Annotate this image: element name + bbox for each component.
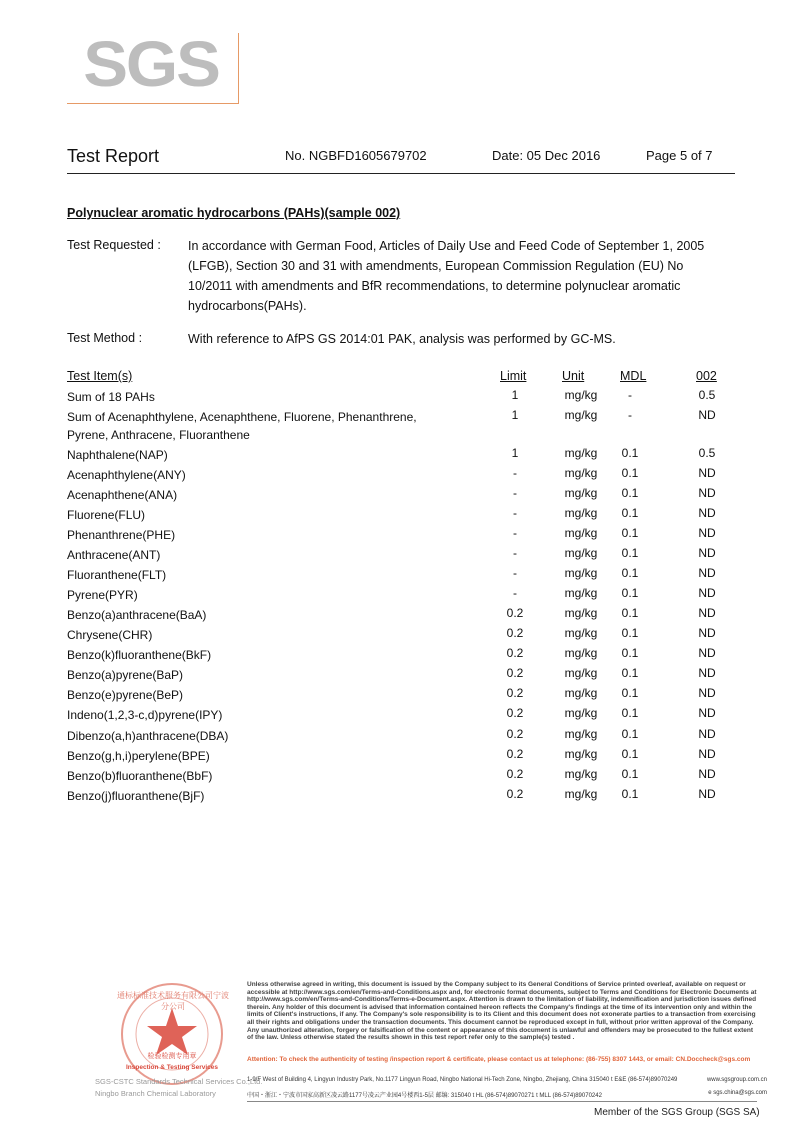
table-row xyxy=(67,506,757,526)
cell-limit: 1 xyxy=(511,446,519,460)
cell-limit: - xyxy=(513,586,517,600)
cell-unit: mg/kg xyxy=(564,566,598,580)
test-requested-label: Test Requested : xyxy=(67,238,161,252)
cell-mdl: 0.1 xyxy=(621,606,639,620)
cell-limit: 0.2 xyxy=(506,666,524,680)
item-name: Benzo(j)fluoranthene(BjF) xyxy=(67,789,205,803)
cell-mdl: 0.1 xyxy=(621,546,639,560)
cell-item xyxy=(67,646,467,664)
cell-mdl: 0.1 xyxy=(621,706,639,720)
table-row xyxy=(67,486,757,506)
cell-limit: - xyxy=(513,526,517,540)
cell-item xyxy=(67,388,467,406)
website-link[interactable]: www.sgsgroup.com.cn xyxy=(706,1077,767,1083)
cell-mdl: 0.1 xyxy=(621,646,639,660)
item-name: Benzo(a)pyrene(BaP) xyxy=(67,668,184,682)
table-row xyxy=(67,546,757,566)
cell-unit: mg/kg xyxy=(564,486,598,500)
table-row xyxy=(67,626,757,646)
cell-unit: mg/kg xyxy=(564,606,598,620)
table-row xyxy=(67,566,757,586)
cell-result: ND xyxy=(698,686,716,700)
cell-limit: 0.2 xyxy=(506,787,524,801)
cell-unit: mg/kg xyxy=(564,787,598,801)
cell-result: ND xyxy=(698,706,716,720)
cell-item xyxy=(67,606,467,624)
email-link[interactable]: e sgs.china@sgs.com xyxy=(708,1090,767,1096)
item-name: Benzo(g,h,i)perylene(BPE) xyxy=(67,749,210,763)
stamp-english: Inspection & Testing Services xyxy=(126,1064,218,1071)
table-row xyxy=(67,586,757,606)
cell-item xyxy=(67,566,467,584)
cell-item xyxy=(67,586,467,604)
cell-result: 0.5 xyxy=(698,388,716,402)
cell-item xyxy=(67,666,467,684)
footer-address-cn xyxy=(247,1090,767,1099)
item-name-continued: Pyrene, Anthracene, Fluoranthene xyxy=(67,428,250,442)
cell-result: 0.5 xyxy=(698,446,716,460)
cell-mdl: 0.1 xyxy=(621,787,639,801)
table-row xyxy=(67,727,757,747)
stamp-chinese: 通标标准技术服务有限公司宁波分公司 xyxy=(117,991,229,1011)
item-name: Sum of 18 PAHs xyxy=(67,390,155,404)
cell-item xyxy=(67,686,467,704)
item-name: Benzo(b)fluoranthene(BbF) xyxy=(67,769,213,783)
page-number: Page 5 of 7 xyxy=(646,148,713,163)
cell-item xyxy=(67,706,467,724)
logo-border-bottom xyxy=(67,103,239,104)
cell-unit: mg/kg xyxy=(564,526,598,540)
cell-result: ND xyxy=(698,586,716,600)
cell-unit: mg/kg xyxy=(564,767,598,781)
cell-mdl: 0.1 xyxy=(621,767,639,781)
cell-result: ND xyxy=(698,526,716,540)
item-name: Acenaphthylene(ANY) xyxy=(67,468,186,482)
requested-line: In accordance with German Food, Articles of Daily Use and Feed Code of September 1, 2005 xyxy=(188,239,705,253)
item-name: Phenanthrene(PHE) xyxy=(67,528,176,542)
cell-unit: mg/kg xyxy=(564,686,598,700)
cell-mdl: 0.1 xyxy=(621,626,639,640)
table-row xyxy=(67,408,757,442)
cell-result: ND xyxy=(698,646,716,660)
report-number: No. NGBFD1605679702 xyxy=(285,148,427,163)
cell-result: ND xyxy=(698,666,716,680)
header-divider xyxy=(67,173,735,174)
cell-limit: - xyxy=(513,486,517,500)
report-date: Date: 05 Dec 2016 xyxy=(492,148,601,163)
cell-unit: mg/kg xyxy=(564,727,598,741)
branch-company: SGS-CSTC Standards Technical Services Co.,Ltd. xyxy=(95,1077,263,1086)
cell-item xyxy=(67,767,467,785)
report-title: Test Report xyxy=(67,146,160,166)
table-row xyxy=(67,646,757,666)
cell-limit: 0.2 xyxy=(506,727,524,741)
item-name: Indeno(1,2,3-c,d)pyrene(IPY) xyxy=(67,708,223,722)
item-name: Naphthalene(NAP) xyxy=(67,448,168,462)
table-row xyxy=(67,388,757,408)
table-row xyxy=(67,706,757,726)
cell-unit: mg/kg xyxy=(564,408,598,422)
col-header-result: 002 xyxy=(696,369,717,383)
item-name: Benzo(k)fluoranthene(BkF) xyxy=(67,648,212,662)
cell-item xyxy=(67,408,467,444)
cell-item xyxy=(67,787,467,805)
cell-mdl: - xyxy=(628,408,632,422)
table-row xyxy=(67,686,757,706)
item-name: Fluoranthene(FLT) xyxy=(67,568,167,582)
cell-item xyxy=(67,727,467,745)
cell-limit: 1 xyxy=(511,408,519,422)
cell-limit: 0.2 xyxy=(506,686,524,700)
item-name: Fluorene(FLU) xyxy=(67,508,146,522)
cell-mdl: 0.1 xyxy=(621,566,639,580)
cell-unit: mg/kg xyxy=(564,446,598,460)
cell-unit: mg/kg xyxy=(564,506,598,520)
test-method-label: Test Method : xyxy=(67,331,143,345)
table-row xyxy=(67,666,757,686)
cell-item xyxy=(67,466,467,484)
test-method-text: With reference to AfPS GS 2014:01 PAK, analysis was performed by GC-MS. xyxy=(188,332,616,346)
col-header-limit: Limit xyxy=(500,369,527,383)
cell-unit: mg/kg xyxy=(564,747,598,761)
footer-divider xyxy=(247,1101,757,1102)
footer-attention: Attention: To check the authenticity of testing /inspection report & certificate, please contact us at telephone: (86-755) 8307 1443, or email: CN.Doccheck@sgs.com xyxy=(247,1056,751,1063)
cell-limit: - xyxy=(513,466,517,480)
cell-unit: mg/kg xyxy=(564,546,598,560)
cell-mdl: 0.1 xyxy=(621,686,639,700)
cell-mdl: 0.1 xyxy=(621,586,639,600)
item-name: Anthracene(ANT) xyxy=(67,548,161,562)
cell-limit: - xyxy=(513,546,517,560)
member-statement: Member of the SGS Group (SGS SA) xyxy=(594,1107,760,1118)
cell-limit: 1 xyxy=(511,388,519,402)
cell-mdl: 0.1 xyxy=(621,486,639,500)
item-name: Benzo(e)pyrene(BeP) xyxy=(67,688,184,702)
cell-unit: mg/kg xyxy=(564,586,598,600)
cell-unit: mg/kg xyxy=(564,646,598,660)
stamp-sub: 检验检测专用章 xyxy=(147,1053,197,1060)
address-cn-text: 中国・浙江・宁波市国家高新区凌云路1177号凌云产业园4号楼西1-5层 邮编: 315040 t HL (86-574)89070271 t MLL (86-574)89070242 xyxy=(247,1093,602,1099)
cell-item xyxy=(67,446,467,464)
col-header-mdl: MDL xyxy=(620,369,647,383)
cell-item xyxy=(67,486,467,504)
logo-border-right xyxy=(238,33,239,104)
cell-mdl: 0.1 xyxy=(621,666,639,680)
sgs-logo: SGS xyxy=(83,28,219,100)
cell-unit: mg/kg xyxy=(564,666,598,680)
cell-item xyxy=(67,546,467,564)
requested-line: 10/2011 with amendments and BfR recommendations, to determine polynuclear aromatic xyxy=(188,279,681,293)
col-header-unit: Unit xyxy=(562,369,585,383)
cell-result: ND xyxy=(698,767,716,781)
branch-lab: Ningbo Branch Chemical Laboratory xyxy=(95,1089,216,1098)
cell-result: ND xyxy=(698,747,716,761)
cell-item xyxy=(67,506,467,524)
cell-limit: 0.2 xyxy=(506,626,524,640)
cell-mdl: 0.1 xyxy=(621,526,639,540)
cell-item xyxy=(67,747,467,765)
cell-mdl: 0.1 xyxy=(621,466,639,480)
cell-unit: mg/kg xyxy=(564,626,598,640)
cell-item xyxy=(67,626,467,644)
cell-limit: - xyxy=(513,566,517,580)
table-row xyxy=(67,747,757,767)
cell-result: ND xyxy=(698,606,716,620)
cell-unit: mg/kg xyxy=(564,466,598,480)
table-row xyxy=(67,526,757,546)
cell-result: ND xyxy=(698,486,716,500)
cell-mdl: 0.1 xyxy=(621,446,639,460)
item-name: Dibenzo(a,h)anthracene(DBA) xyxy=(67,729,229,743)
cell-limit: - xyxy=(513,506,517,520)
item-name: Pyrene(PYR) xyxy=(67,588,138,602)
cell-result: ND xyxy=(698,566,716,580)
section-title: Polynuclear aromatic hydrocarbons (PAHs)(sample 002) xyxy=(67,206,401,220)
item-name: Chrysene(CHR) xyxy=(67,628,153,642)
cell-mdl: 0.1 xyxy=(621,747,639,761)
item-name: Benzo(a)anthracene(BaA) xyxy=(67,608,207,622)
test-requested-text xyxy=(188,236,748,316)
cell-unit: mg/kg xyxy=(564,388,598,402)
footer-disclaimer: Unless otherwise agreed in writing, this document is issued by the Company subject to its General Conditions of Service printed overleaf, available on request or accessible at http://www.sgs.com/en/Terms-and-Conditions.aspx and, for electronic format documents, subject to Terms and Conditions for Electronic Documents at http://www.sgs.com/en/Terms-and-Conditions/Terms-e-Document.aspx. Attention is drawn to the limitation of liability, indemnification and jurisdiction issues defined therein. Any holder of this document is advised that information contained hereon reflects the Company's findings at the time of its intervention only and within the limits of Client's instructions, if any. The Company's sole responsibility is to its Client and this document does not exonerate parties to a transaction from exercising all their rights and obligations under the transaction documents. This document cannot be reproduced except in full, without prior written approval of the Company. Any unauthorized alteration, forgery or falsification of the content or appearance of this document is unlawful and offenders may be prosecuted to the fullest extent of the law. Unless otherwise stated the results shown in this test report refer only to the sample(s) tested . xyxy=(247,981,757,1042)
cell-item xyxy=(67,526,467,544)
cell-result: ND xyxy=(698,466,716,480)
table-row xyxy=(67,787,757,807)
cell-result: ND xyxy=(698,408,716,422)
cell-limit: 0.2 xyxy=(506,606,524,620)
cell-limit: 0.2 xyxy=(506,767,524,781)
cell-result: ND xyxy=(698,626,716,640)
footer-address-en xyxy=(247,1077,767,1083)
item-name: Acenaphthene(ANA) xyxy=(67,488,178,502)
cell-result: ND xyxy=(698,546,716,560)
requested-line: hydrocarbons(PAHs). xyxy=(188,299,307,313)
table-row xyxy=(67,466,757,486)
cell-limit: 0.2 xyxy=(506,646,524,660)
col-header-item: Test Item(s) xyxy=(67,369,133,383)
cell-mdl: 0.1 xyxy=(621,506,639,520)
table-row xyxy=(67,446,757,466)
cell-result: ND xyxy=(698,727,716,741)
table-row xyxy=(67,767,757,787)
requested-line: (LFGB), Section 30 and 31 with amendments, European Commission Regulation (EU) No xyxy=(188,259,684,273)
item-name: Sum of Acenaphthylene, Acenaphthene, Fluorene, Phenanthrene, xyxy=(67,410,417,424)
cell-mdl: 0.1 xyxy=(621,727,639,741)
cell-limit: 0.2 xyxy=(506,747,524,761)
cell-limit: 0.2 xyxy=(506,706,524,720)
cell-mdl: - xyxy=(628,388,632,402)
cell-result: ND xyxy=(698,787,716,801)
cell-unit: mg/kg xyxy=(564,706,598,720)
address-en-text: 1-9/F West of Building 4, Lingyun Industry Park, No.1177 Lingyun Road, Ningbo National Hi-Tech Zone, Ningbo, Zhejiang, China 315040 t E&E (86-574)89070249 xyxy=(247,1077,678,1083)
cell-result: ND xyxy=(698,506,716,520)
table-row xyxy=(67,606,757,626)
